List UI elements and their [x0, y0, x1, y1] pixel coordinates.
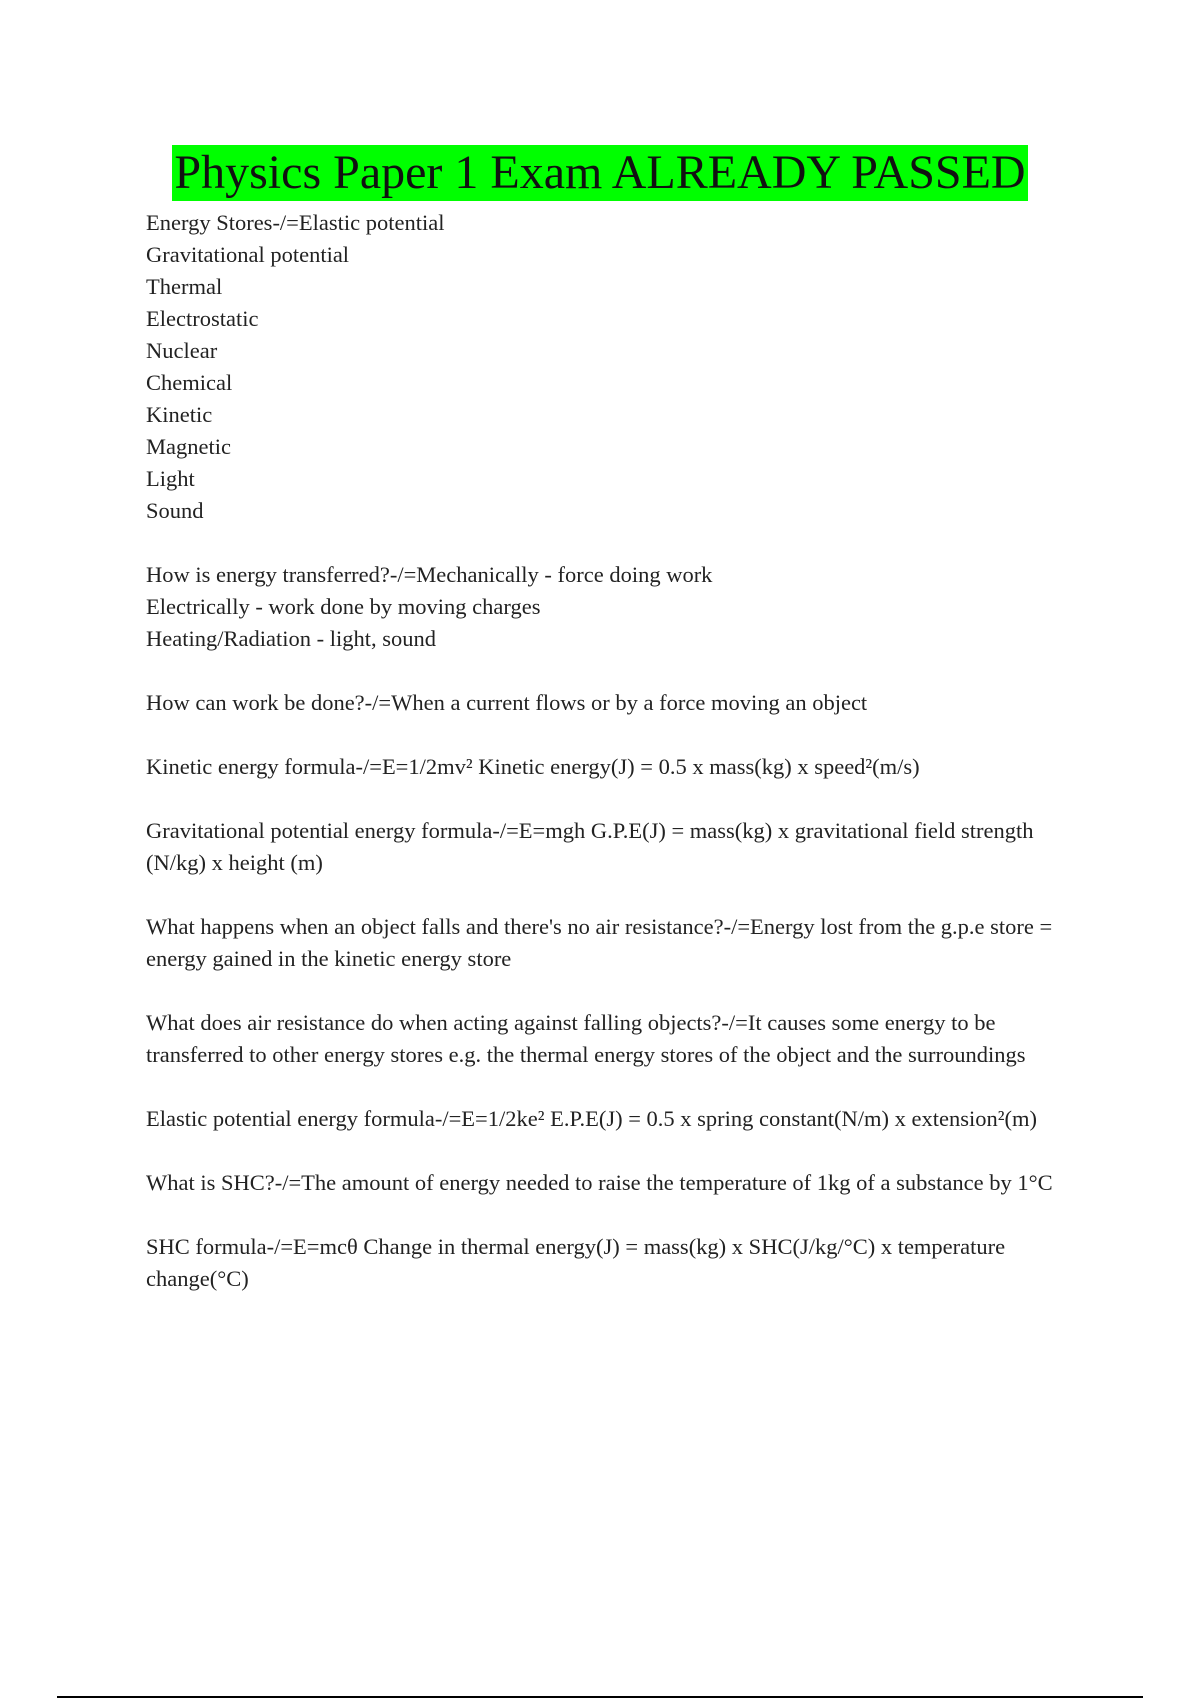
energy-stores-line: Electrostatic	[146, 306, 259, 331]
energy-stores-line: Thermal	[146, 274, 223, 299]
qa-item	[146, 1103, 1080, 1135]
qa-item	[146, 687, 1080, 719]
energy-stores-line: Energy Stores-/=Elastic potential	[146, 210, 445, 235]
footer-divider	[57, 1696, 1143, 1698]
energy-stores-line: Light	[146, 466, 195, 491]
qa-item	[146, 911, 1080, 975]
qa-text: Elastic potential energy formula-/=E=1/2ke² E.P.E(J) = 0.5 x spring constant(N/m) x extension²(m)	[146, 1106, 1037, 1131]
qa-text: What happens when an object falls and there's no air resistance?-/=Energy lost from the g.p.e store = energy gained in the kinetic energy store	[146, 914, 1053, 971]
qa-text: Kinetic energy formula-/=E=1/2mv² Kinetic energy(J) = 0.5 x mass(kg) x speed²(m/s)	[146, 754, 920, 779]
qa-item	[146, 815, 1080, 879]
energy-transfer-line: Electrically - work done by moving charges	[146, 594, 541, 619]
title-container	[0, 145, 1200, 201]
energy-transfer-line: How is energy transferred?-/=Mechanically - force doing work	[146, 562, 713, 587]
qa-item	[146, 751, 1080, 783]
energy-transfer-block	[146, 559, 1080, 655]
energy-stores-line: Sound	[146, 498, 204, 523]
energy-stores-line: Nuclear	[146, 338, 218, 363]
energy-transfer-line: Heating/Radiation - light, sound	[146, 626, 436, 651]
energy-stores-line: Chemical	[146, 370, 233, 395]
qa-item	[146, 1167, 1080, 1199]
energy-stores-line: Magnetic	[146, 434, 231, 459]
qa-item	[146, 1231, 1080, 1295]
qa-item	[146, 1007, 1080, 1071]
energy-stores-line: Kinetic	[146, 402, 213, 427]
qa-text: How can work be done?-/=When a current flows or by a force moving an object	[146, 690, 868, 715]
energy-stores-block	[146, 207, 1080, 527]
document-title: Physics Paper 1 Exam ALREADY PASSED	[174, 146, 1026, 199]
qa-text: Gravitational potential energy formula-/=E=mgh G.P.E(J) = mass(kg) x gravitational field strength (N/kg) x height (m)	[146, 818, 1034, 875]
energy-stores-line: Gravitational potential	[146, 242, 350, 267]
document-body	[146, 207, 1080, 1327]
qa-text: SHC formula-/=E=mcθ Change in thermal energy(J) = mass(kg) x SHC(J/kg/°C) x temperature change(°C)	[146, 1234, 1006, 1291]
qa-text: What is SHC?-/=The amount of energy needed to raise the temperature of 1kg of a substance by 1°C	[146, 1170, 1053, 1195]
qa-text: What does air resistance do when acting against falling objects?-/=It causes some energy to be transferred to other energy stores e.g. the thermal energy stores of the object and the surroundings	[146, 1010, 1026, 1067]
